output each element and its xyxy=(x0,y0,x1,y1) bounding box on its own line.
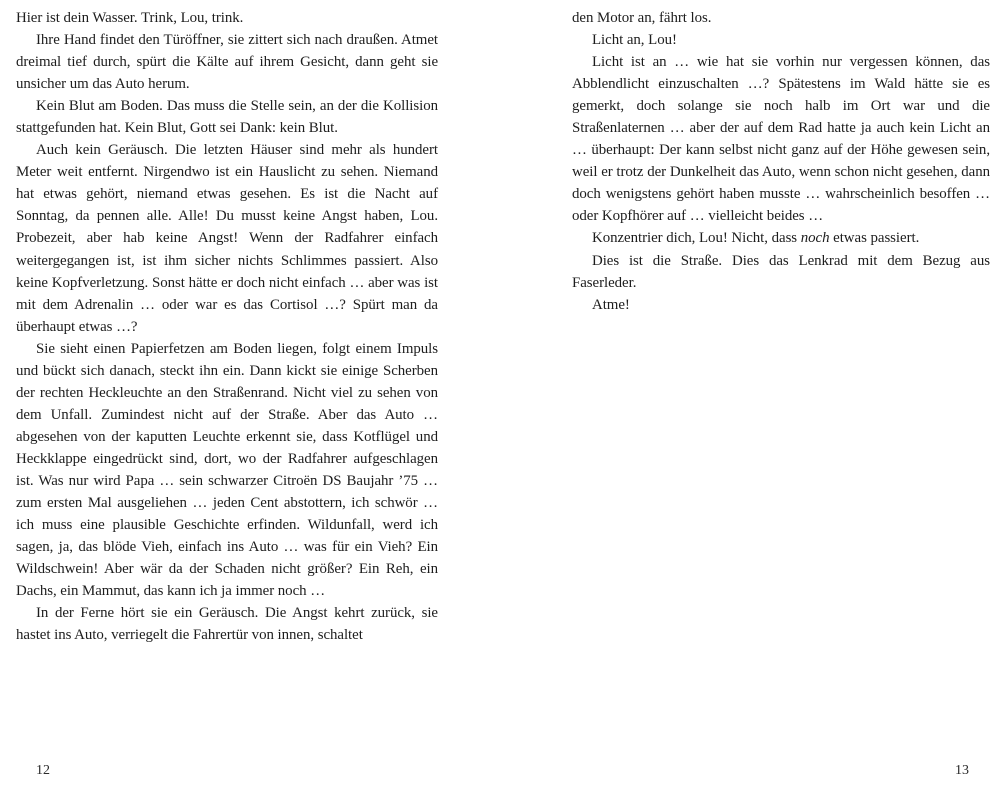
paragraph: Sie sieht einen Papierfetzen am Boden liegen, folgt einem Impuls und bückt sich danach, steckt ihn ein. Dann kickt sie einige Scherben der rechten Heckleuchte an den Straßenrand. Nicht viel zu sehen von dem Unfall. Zumindest nicht auf der Straße. Aber das Auto … abgesehen von der kaputten Leuchte erkennt sie, dass Kotflügel und Heckklappe eingedrückt sind, dort, wo der Radfahrer aufgeschlagen ist. Was nur wird Papa … sein schwarzer Citroën DS Baujahr ’75 … zum ersten Mal ausgeliehen … jeden Cent abstottern, ich schwör … ich muss eine plausible Geschichte erfinden. Wildunfall, werd ich sagen, ja, das blöde Vieh, einfach ins Auto … was für ein Vieh? Ein Wildschwein! Aber wär da der Schaden nicht größer? Ein Reh, ein Dachs, ein Mammut, das kann ich ja immer noch … xyxy=(16,340,438,600)
paragraph: Licht ist an … wie hat sie vorhin nur vergessen können, das Abblendlicht einzuschalten …? Spätestens im Wald hätte sie es gemerkt, doch solange sie noch halb im Ort war und die Straßenlaternen … aber der auf dem Rad hatte ja auch kein Licht an … überhaupt: Der kann selbst nicht ganz auf der Höhe gewesen sein, weil er trotz der Dunkelheit das Auto, wenn schon nicht gesehen, dann doch wenigstens gehört haben musste … wahrscheinlich besoffen … oder Kopfhörer auf … vielleicht beides … xyxy=(572,54,990,225)
paragraph: Auch kein Geräusch. Die letzten Häuser sind mehr als hundert Meter weit entfernt. Nirgendwo ist ein Hauslicht zu sehen. Niemand hat etwas gehört, niemand etwas gesehen. Es ist die Nacht auf Sonntag, da pennen alle. Alle! Du musst keine Angst haben, Lou. Probezeit, aber hab keine Angst! Wenn der Radfahrer einfach weitergegangen ist, ist ihm sicher nichts Schlimmes passiert. Also keine Kopfverletzung. Sonst hätte er doch nicht einfach … aber was ist mit dem Adrenalin … oder war es das Cortisol …? Spürt man da überhaupt etwas …? xyxy=(16,142,438,335)
paragraph: Kein Blut am Boden. Das muss die Stelle sein, an der die Kollision stattgefunden hat. Kein Blut, Gott sei Dank: kein Blut. xyxy=(16,98,438,137)
paragraph: Licht an, Lou! xyxy=(592,32,677,49)
paragraph-text: etwas passiert. xyxy=(829,230,920,247)
paragraph-text: Konzentrier dich, Lou! Nicht, dass xyxy=(592,230,801,247)
left-page-text xyxy=(16,7,438,646)
paragraph: Dies ist die Straße. Dies das Lenkrad mit dem Bezug aus Faserleder. xyxy=(572,252,990,291)
paragraph: Ihre Hand findet den Türöffner, sie zittert sich nach draußen. Atmet dreimal tief durch, spürt die Kälte auf ihrem Gesicht, dann geht sie unsicher um das Auto herum. xyxy=(16,32,438,93)
right-page xyxy=(500,0,1000,800)
paragraph: Atme! xyxy=(592,296,630,313)
page-number: 13 xyxy=(955,763,969,778)
page-number: 12 xyxy=(36,763,50,778)
paragraph: Hier ist dein Wasser. Trink, Lou, trink. xyxy=(16,10,244,26)
paragraph: den Motor an, fährt los. xyxy=(572,10,712,26)
paragraph: In der Ferne hört sie ein Geräusch. Die Angst kehrt zurück, sie hastet ins Auto, verriegelt die Fahrertür von innen, schaltet xyxy=(16,605,438,644)
paragraph xyxy=(572,227,990,249)
right-page-text xyxy=(572,7,990,316)
emphasized-word: noch xyxy=(800,230,830,247)
